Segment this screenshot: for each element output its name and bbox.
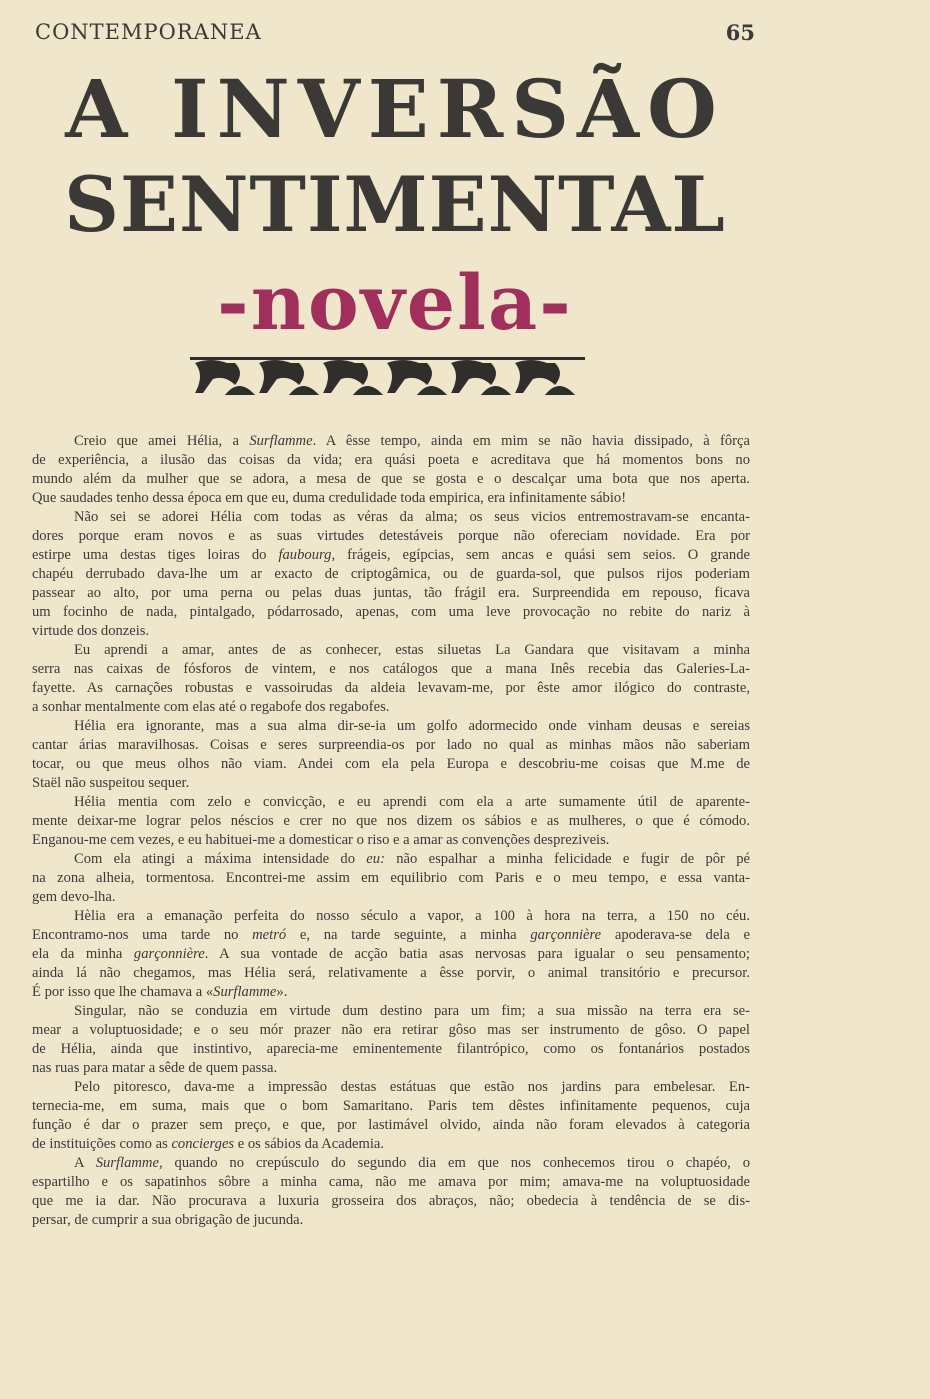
text-line: virtude dos donzeis. [32, 623, 150, 639]
paragraph [32, 1078, 750, 1154]
text-line: de Hélia, ainda que instintivo, aparecia-me eminentemente filantrópico, como os fontanários postados [32, 1041, 750, 1057]
text-line: nas ruas para matar a sêde de quem passa. [32, 1060, 278, 1076]
text-line: Pelo pitoresco, dava-me a impressão destas estátuas que estão nos jardins para embelesar. En- [74, 1079, 750, 1095]
text-line: fayette. As carnações robustas e vassoirudas da aldeia levavam-me, por êste amor ilógico do contraste, [32, 680, 750, 696]
ornament-motif [259, 360, 319, 395]
text-line: persar, de cumprir a sua obrigação de jucunda. [32, 1212, 304, 1228]
paragraph [32, 432, 750, 508]
article-body [32, 432, 750, 1230]
text-line: Enganou-me cem vezes, e eu habituei-me a domesticar o riso e a amar as convenções despreziveis. [32, 832, 610, 848]
paragraph [32, 1154, 750, 1230]
text-line: ainda lá não chegamos, mas Hélia será, relativamente a êsse porvir, o animal transitório e precursor. [32, 965, 750, 981]
paragraph [32, 508, 750, 641]
text-line: que me ia dar. Não procurava a luxuria grosseira dos abraços, não; obedecia à tendência de se dis- [32, 1193, 750, 1209]
text-line: mear a voluptuosidade; e o seu mór prazer não era retirar gôso mas ser instrumento de gôso. O papel [32, 1022, 750, 1038]
text-line: a sonhar mentalmente com elas até o regabofe dos regabofes. [32, 699, 390, 715]
paragraph [32, 850, 750, 907]
text-line: gem devo-lha. [32, 889, 116, 905]
ornament-top-rule [190, 357, 585, 360]
running-head: CONTEMPORANEA [35, 20, 262, 44]
text-line: um focinho de nada, pintalgado, pódarrosado, apenas, com uma leve provocação no rebite do nariz à [32, 604, 750, 620]
text-line: Não sei se adorei Hélia com todas as véras da alma; os seus vicios entremostravam-se encanta- [74, 509, 750, 525]
text-line: Hélia era ignorante, mas a sua alma dir-se-ia um golfo adormecido onde vinham deusas e sereias [74, 718, 750, 734]
paragraph [32, 717, 750, 793]
text-line: cantar árias maravilhosas. Coisas e seres surpreendia-os por lado no qual as minhas mãos não saberiam [32, 737, 750, 753]
text-line: na zona alheia, tormentosa. Encontrei-me assim em equilibrio com Paris e o meu tempo, e essa vanta- [32, 870, 750, 886]
text-line: espartilho e os sapatinhos sôbre a minha cama, não me amava por mim; amava-me na voluptuosidade [32, 1174, 750, 1190]
paragraph [32, 1002, 750, 1078]
text-line: ternecia-me, em suma, mais que o bom Samaritano. Paris tem dêstes infinitamente pequenos, cuja [32, 1098, 750, 1114]
text-line: ela da minha garçonnière. A sua vontade de acção batia asas nervosas para igualar o seu pensamento; [32, 946, 750, 962]
text-line: mente deixar-me lograr pelos néscios e crer no que nos dizem os sábios e as mulheres, o que é cómodo. [32, 813, 750, 829]
subtitle-novela: -novela- [217, 258, 573, 347]
text-line: passear ao alto, por uma perna ou pelas duas juntas, tão frágil era. Surpreendida em repouso, ficava [32, 585, 750, 601]
text-line: de experiência, a ilusão das coisas da vida; era quási poeta e acreditava que há momentos bons no [32, 452, 750, 468]
ornament-motif [323, 360, 383, 395]
text-line: Encontramo-nos uma tarde no metró e, na tarde seguinte, a minha garçonnière apoderava-se dela e [32, 927, 750, 943]
paragraph [32, 793, 750, 850]
text-line: função é dar o prazer sem preço, e que, por lastimável olvido, ainda não foram elevados à categoria [32, 1117, 750, 1133]
text-line: Hèlia era a emanação perfeita do nosso século a vapor, a 100 à hora na terra, a 150 no céu. [74, 908, 750, 924]
paragraph [32, 907, 750, 1002]
title-line-2: SENTIMENTAL [64, 160, 726, 249]
paragraph [32, 641, 750, 717]
text-line: A Surflamme, quando no crepúsculo do segundo dia em que nos conhecemos tirou o chapéo, o [74, 1155, 750, 1171]
text-line: estirpe uma destas tiges loiras do faubourg, frágeis, egípcias, sem ancas e quási sem seios. O grande [32, 547, 750, 563]
page-number: 65 [725, 20, 755, 45]
title-line-1: A INVERSÃO [65, 62, 725, 156]
text-line: Com ela atingi a máxima intensidade do eu: não espalhar a minha felicidade e fugir de pôr pé [74, 851, 750, 867]
text-line: Staël não suspeitou sequer. [32, 775, 190, 791]
page-header [35, 20, 755, 46]
text-line: de instituições como as concierges e os sábios da Academia. [32, 1136, 385, 1152]
text-line: serra nas caixas de fósforos de vintem, e nos catálogos que a mana Inês recebia das Galeries-La- [32, 661, 750, 677]
ornament-motif [451, 360, 511, 395]
ornament-motif [515, 360, 575, 395]
text-line: tocar, ou que meus olhos não viam. Andei com ela pela Europa e descobriu-me coisas que M.me de [32, 756, 750, 772]
text-line: Hélia mentia com zelo e convicção, e eu aprendi com ela a arte sumamente útil de aparente- [74, 794, 750, 810]
text-line: chapéu derrubado dava-lhe um ar exacto de criptogâmica, ou de guarda-sol, que pulsos rijos poderiam [32, 566, 750, 582]
text-line: Creio que amei Hélia, a Surflamme. A êsse tempo, ainda em mim se não havia dissipado, à fôrça [74, 433, 750, 449]
text-line: dores porque eram novos e as suas virtudes detestáveis porque não ofereciam novidade. Era por [32, 528, 750, 544]
text-line: É por isso que lhe chamava a «Surflamme». [32, 984, 288, 1000]
text-line: Singular, não se conduzia em virtude dum destino para um fim; a sua missão na terra era se- [74, 1003, 750, 1019]
text-line: mundo além da mulher que se adora, a mesa de que se gosta e o descalçar uma bota que nos aperta. [32, 471, 750, 487]
text-line: Eu aprendi a amar, antes de as conhecer, estas siluetas La Gandara que visitavam a minha [74, 642, 750, 658]
decorative-wave-border-icon [190, 355, 585, 397]
text-line: Que saudades tenho dessa época em que eu, duma credulidade toda empirica, era infinitamente sábio! [32, 490, 627, 506]
ornament-motif [195, 360, 255, 395]
ornament-motif [387, 360, 447, 395]
